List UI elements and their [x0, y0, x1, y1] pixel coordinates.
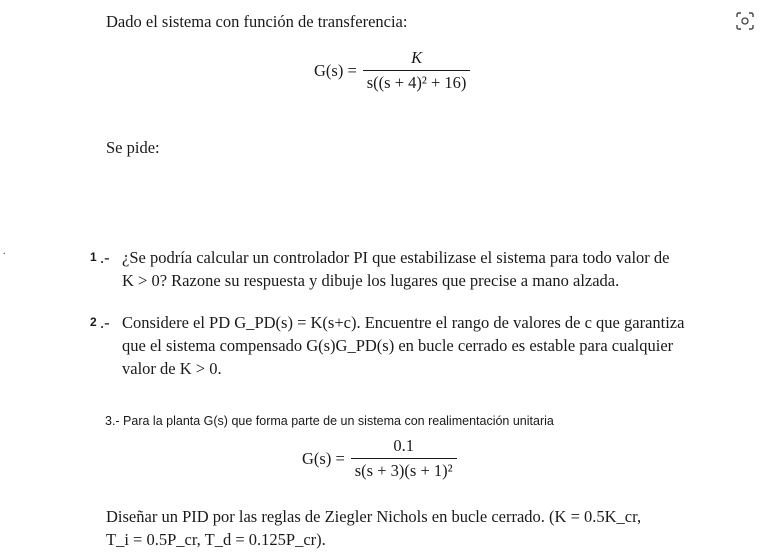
pid-instructions [106, 505, 746, 551]
intro-text: Dado el sistema con función de transferencia: [106, 12, 408, 31]
eq1-lhs: G(s) = [314, 60, 357, 80]
eq1-numerator: K [411, 48, 423, 67]
question-2 [122, 311, 742, 380]
final-line-1: Diseñar un PID por las reglas de Ziegler Nichols en bucle cerrado. (K = 0.5K_cr, [106, 507, 642, 526]
q2-line-2: que el sistema compensado G(s)G_PD(s) en bucle cerrado es estable para cualquier [122, 336, 674, 355]
q2-line-1: Considere el PD G_PD(s) = K(s+c). Encuentre el rango de valores de c que garantiza [122, 313, 685, 332]
scan-text-button[interactable] [734, 10, 756, 32]
eq2-lhs: G(s) = [302, 448, 345, 468]
transfer-function-1 [314, 48, 470, 93]
q2-sep: .- [100, 313, 110, 332]
final-line-2: T_i = 0.5P_cr, T_d = 0.125P_cr). [106, 530, 326, 549]
q1-sep: .- [100, 248, 110, 267]
q1-line-1: ¿Se podría calcular un controlador PI que estabilizase el sistema para todo valor de [122, 248, 670, 267]
side-dot: . [3, 246, 6, 257]
q1-number: 1 [90, 250, 97, 264]
eq2-denominator: s(s + 3)(s + 1)² [351, 458, 457, 481]
question-1 [122, 246, 742, 292]
q2-line-3: valor de K > 0. [122, 359, 222, 378]
se-pide-text: Se pide: [106, 138, 160, 157]
transfer-function-2 [302, 436, 457, 481]
eq2-numerator: 0.1 [393, 436, 414, 455]
q1-line-2: K > 0? Razone su respuesta y dibuje los lugares que precise a mano alzada. [122, 271, 620, 290]
eq1-denominator: s((s + 4)² + 16) [363, 70, 471, 93]
question-3-label: 3.- Para la planta G(s) que forma parte de un sistema con realimentación unitaria [105, 414, 554, 428]
q2-number: 2 [90, 315, 97, 329]
scan-icon [736, 12, 754, 30]
